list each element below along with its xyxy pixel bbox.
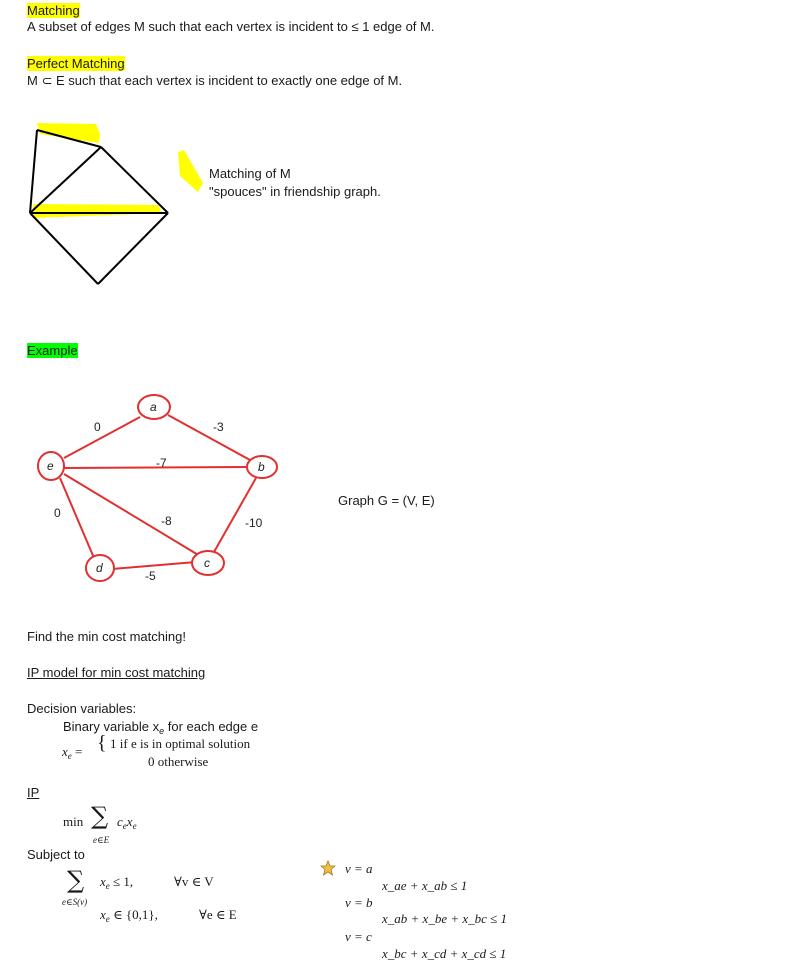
graph-caption: Graph G = (V, E) bbox=[338, 493, 435, 508]
ip-model-title: IP model for min cost matching bbox=[27, 665, 206, 680]
ip-constraint-2-forall: ∀e ∈ E bbox=[199, 907, 237, 922]
side-header-c: v = c bbox=[345, 929, 372, 944]
weight-ab: -3 bbox=[213, 420, 224, 434]
side-expr-c: x_bc + x_cd + x_cd ≤ 1 bbox=[382, 946, 507, 961]
highlight-stroke-right bbox=[178, 150, 203, 192]
vertex-label-b: b bbox=[258, 460, 265, 474]
decision-binary-line: Binary variable $x_e$ for each edge e bbox=[63, 719, 259, 736]
vertex-label-e: e bbox=[47, 459, 54, 473]
decision-case-2: 0 otherwise bbox=[148, 754, 209, 769]
side-header-a: v = a bbox=[345, 861, 373, 876]
graph-vertices bbox=[38, 395, 277, 581]
matching-sketch bbox=[0, 110, 420, 300]
ip-label: IP bbox=[27, 785, 40, 800]
vertex-label-c: c bbox=[204, 556, 210, 570]
side-expr-b: x_ab + x_be + x_bc ≤ 1 bbox=[382, 911, 508, 926]
matching-heading: Matching bbox=[27, 3, 80, 18]
weight-bc: -10 bbox=[245, 516, 263, 530]
graph-edges bbox=[60, 415, 256, 569]
ip-constraint-sum: ∑ bbox=[67, 866, 85, 894]
decision-case-1: 1 if e is in optimal solution bbox=[110, 736, 251, 751]
ip-objective-sum: ∑ bbox=[91, 802, 109, 830]
find-text: Find the min cost matching! bbox=[27, 629, 186, 644]
weight-ed: 0 bbox=[54, 506, 61, 520]
ip-constraint-2: $x_e$ ∈ {0,1}, bbox=[100, 907, 158, 924]
side-expr-a: x_ae + x_ab ≤ 1 bbox=[382, 878, 468, 893]
vertex-label-a: a bbox=[150, 400, 157, 414]
example-label: Example bbox=[27, 343, 78, 358]
weight-eb: -7 bbox=[156, 456, 167, 470]
edge-bc bbox=[214, 478, 256, 552]
ip-constraint-1: $x_e \le 1$, bbox=[100, 874, 134, 891]
weight-ec: -8 bbox=[161, 514, 172, 528]
decision-heading: Decision variables: bbox=[27, 701, 137, 716]
perfect-matching-heading: Perfect Matching bbox=[27, 56, 125, 71]
sketch-note-line2: "spouces" in friendship graph. bbox=[209, 184, 381, 199]
matching-definition: A subset of edges M such that each vertex is incident to ≤ 1 edge of M. bbox=[27, 19, 435, 34]
side-header-b: v = b bbox=[345, 895, 373, 910]
highlight-stroke-middle bbox=[33, 204, 162, 218]
edge-ab bbox=[168, 415, 250, 460]
ip-constraint-1-forall: ∀v ∈ V bbox=[174, 874, 214, 889]
sketch-note-line1: Matching of M bbox=[209, 166, 291, 181]
star-icon bbox=[320, 860, 336, 876]
weight-ae: 0 bbox=[94, 420, 101, 434]
perfect-matching-definition: M ⊂ E such that each vertex is incident to exactly one edge of M. bbox=[27, 73, 403, 88]
example-graph bbox=[0, 390, 320, 590]
ip-objective-index: e∈E bbox=[93, 835, 110, 845]
vertex-label-d: d bbox=[96, 561, 103, 575]
ip-min: min bbox=[63, 814, 84, 829]
edge-ec bbox=[64, 474, 200, 556]
subject-to: Subject to bbox=[27, 847, 85, 862]
edge-ae bbox=[64, 417, 140, 458]
weight-dc: -5 bbox=[145, 569, 156, 583]
ip-objective-term: $c_ex_e$ bbox=[117, 814, 137, 831]
edge-dc bbox=[112, 562, 196, 569]
ip-constraint-index: e∈S(v) bbox=[62, 897, 88, 907]
brace: { bbox=[97, 732, 107, 754]
decision-case-lhs: $x_e$ = bbox=[62, 744, 83, 761]
